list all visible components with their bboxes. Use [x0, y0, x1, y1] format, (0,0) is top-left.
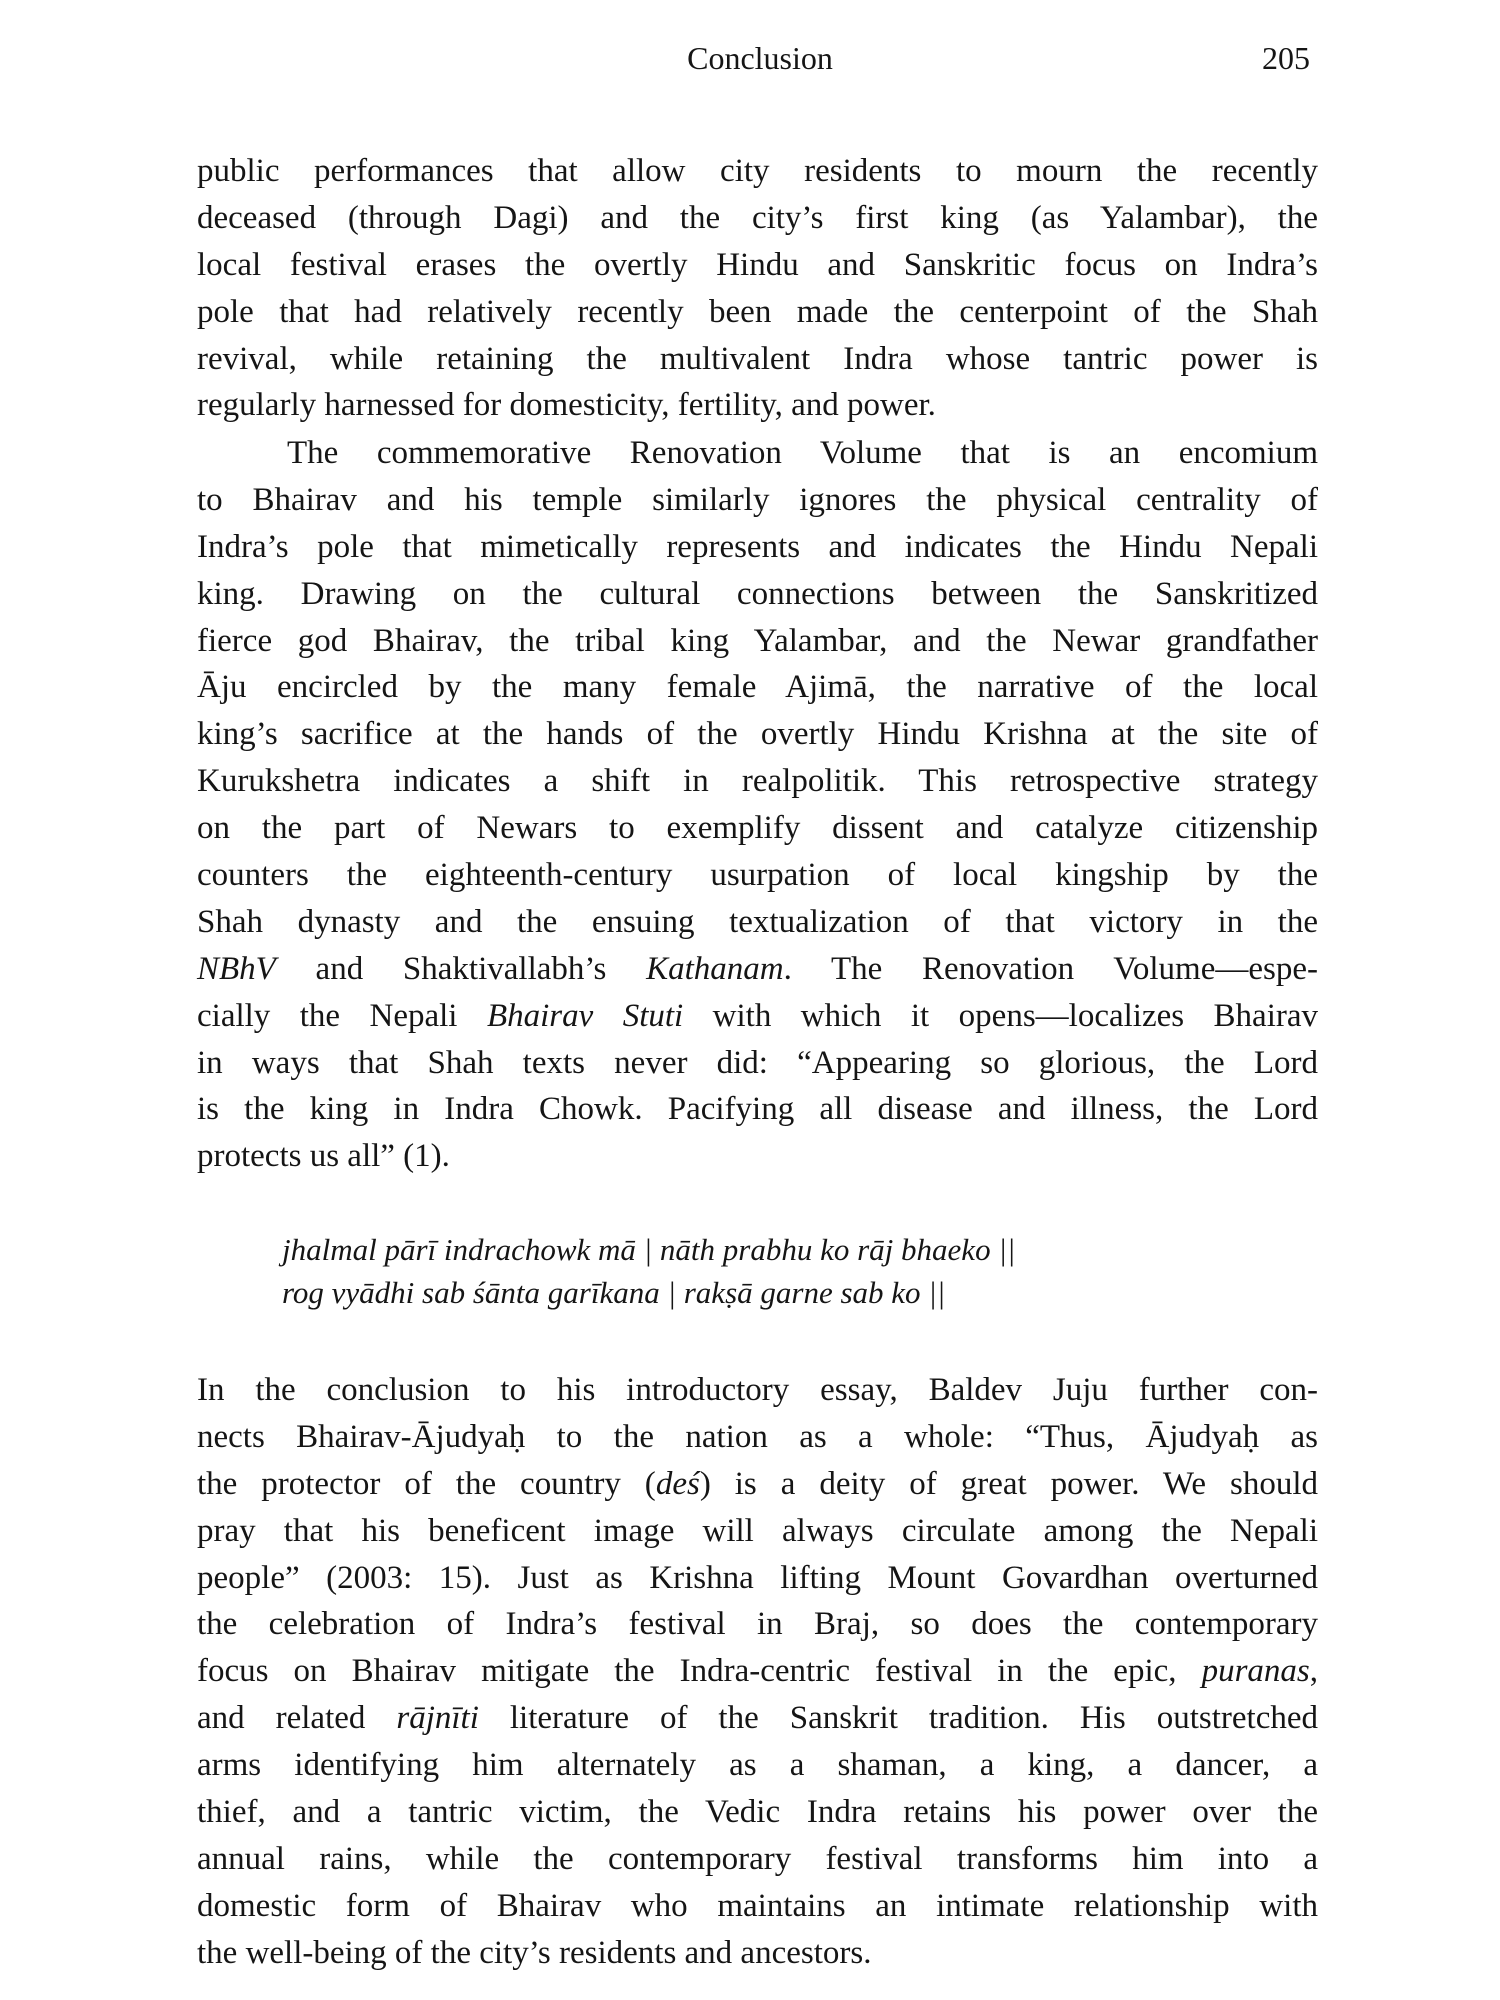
text-line: regularly harnessed for domesticity, fertility, and power.	[197, 387, 936, 424]
text-line: Indra’s pole that mimetically represents and indicates the Hindu Nepali	[197, 528, 1318, 565]
text-line: Kurukshetra indicates a shift in realpolitik. This retrospective strategy	[197, 763, 1318, 800]
italic-term: puranas	[1201, 1653, 1310, 1690]
text-segment: ,	[1309, 1653, 1318, 1690]
text-segment: and related	[197, 1700, 397, 1737]
text-line: king’s sacrifice at the hands of the overtly Hindu Krishna at the site of	[197, 716, 1318, 753]
verse-block	[282, 1228, 1015, 1314]
text-line: on the part of Newars to exemplify dissent and catalyze citizenship	[197, 810, 1318, 847]
paragraph-2	[197, 430, 1318, 1180]
text-line: in ways that Shah texts never did: “Appearing so glorious, the Lord	[197, 1044, 1318, 1081]
text-line: counters the eighteenth-century usurpation of local kingship by the	[197, 857, 1318, 894]
text-line: thief, and a tantric victim, the Vedic Indra retains his power over the	[197, 1794, 1318, 1831]
paragraph-1	[197, 148, 1318, 429]
italic-term: rājnīti	[396, 1700, 479, 1737]
text-line: the celebration of Indra’s festival in Braj, so does the contemporary	[197, 1606, 1318, 1643]
text-line: king. Drawing on the cultural connections between the Sanskritized	[197, 575, 1318, 612]
text-line: fierce god Bhairav, the tribal king Yalambar, and the Newar grandfather	[197, 622, 1318, 659]
text-line: Shah dynasty and the ensuing textualization of that victory in the	[197, 903, 1318, 940]
italic-term: Bhairav Stuti	[486, 997, 684, 1034]
chapter-title: Conclusion	[687, 40, 833, 76]
text-line: Āju encircled by the many female Ajimā, the narrative of the local	[197, 669, 1318, 706]
text-line: arms identifying him alternately as a shaman, a king, a dancer, a	[197, 1747, 1318, 1784]
text-segment: and Shaktivallabh’s	[275, 950, 647, 987]
text-segment: focus on Bhairav mitigate the Indra-centric festival in the epic,	[197, 1653, 1202, 1690]
text-line: annual rains, while the contemporary festival transforms him into a	[197, 1840, 1318, 1877]
text-line: to Bhairav and his temple similarly ignores the physical centrality of	[197, 481, 1318, 518]
text-line: the well-being of the city’s residents and ancestors.	[197, 1934, 872, 1971]
text-line	[197, 1695, 1318, 1742]
text-line: nects Bhairav-Ājudyaḥ to the nation as a whole: “Thus, Ājudyaḥ as	[197, 1418, 1318, 1455]
text-segment: with which it opens—localizes Bhairav	[683, 997, 1319, 1034]
italic-term: Kathanam	[646, 950, 784, 987]
verse-line: rog vyādhi sab śānta garīkana | rakṣā garne sab ko ||	[282, 1275, 946, 1310]
text-line: pray that his beneficent image will always circulate among the Nepali	[197, 1512, 1318, 1549]
text-line: domestic form of Bhairav who maintains an intimate relationship with	[197, 1887, 1318, 1924]
text-line	[197, 1461, 1318, 1508]
text-line	[197, 946, 1318, 993]
page-number: 205	[1262, 40, 1310, 76]
text-segment: ) is a deity of great power. We should	[699, 1465, 1318, 1502]
text-line: protects us all” (1).	[197, 1138, 450, 1175]
text-segment: cially the Nepali	[197, 997, 487, 1034]
italic-term: deś	[655, 1465, 700, 1502]
text-segment: the protector of the country (	[197, 1465, 656, 1502]
text-line: The commemorative Renovation Volume that is an encomium	[287, 435, 1318, 471]
text-line	[197, 1648, 1318, 1695]
paragraph-3	[197, 1367, 1318, 1977]
text-line: people” (2003: 15). Just as Krishna lifting Mount Govardhan overturned	[197, 1559, 1318, 1596]
text-line: public performances that allow city residents to mourn the recently	[197, 153, 1318, 189]
text-line: is the king in Indra Chowk. Pacifying all disease and illness, the Lord	[197, 1091, 1318, 1128]
text-line: local festival erases the overtly Hindu and Sanskritic focus on Indra’s	[197, 246, 1318, 283]
text-line: pole that had relatively recently been made the centerpoint of the Shah	[197, 293, 1318, 330]
text-line: revival, while retaining the multivalent Indra whose tantric power is	[197, 340, 1318, 377]
verse-line: jhalmal pārī indrachowk mā | nāth prabhu ko rāj bhaeko ||	[282, 1232, 1016, 1267]
italic-term: NBhV	[197, 950, 276, 987]
text-line: In the conclusion to his introductory essay, Baldev Juju further con-	[197, 1372, 1318, 1408]
text-segment: . The Renovation Volume—espe-	[783, 950, 1318, 987]
text-line	[197, 993, 1318, 1040]
running-head	[0, 40, 1500, 84]
text-segment: literature of the Sanskrit tradition. His outstretched	[478, 1700, 1318, 1737]
text-line: deceased (through Dagi) and the city’s first king (as Yalambar), the	[197, 199, 1318, 236]
